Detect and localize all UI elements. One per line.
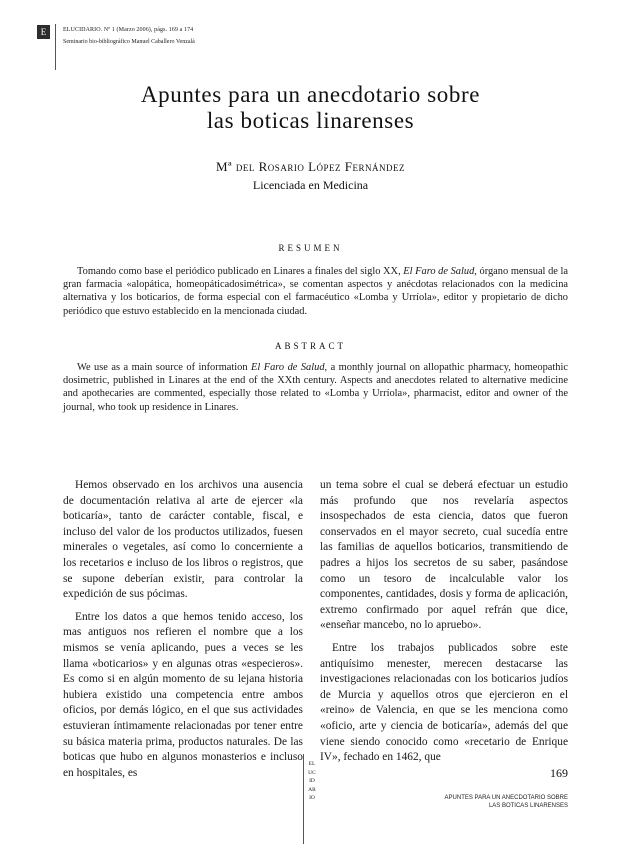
page-number: 169 bbox=[550, 766, 568, 780]
title-line-1: Apuntes para un anecdotario sobre bbox=[140, 82, 481, 107]
journal-vertical-label: ELUCIDARIO bbox=[308, 761, 316, 801]
title-line-2: las boticas linarenses bbox=[206, 108, 415, 133]
resumen-seg1: Tomando como base el periódico publicado en Linares a finales del siglo XX, bbox=[77, 266, 404, 277]
abstract-text bbox=[63, 361, 568, 414]
author-name: Mª del Rosario López Fernández bbox=[216, 159, 405, 174]
abstract-heading: ABSTRACT bbox=[274, 341, 346, 351]
header-subtitle: Seminario bio-bibliográfico Manuel Caballero Venzalá bbox=[63, 39, 195, 45]
paragraph: Entre los trabajos publicados sobre este antiquísimo menester, merecen destacarse las investigaciones relacionadas con los boticarios judíos de Murcia y aquellos otros que ejercieron en el «reino» de Valencia, en que se les menciona como «oficio, arte y ciencia de boticaría», además del que viene siendo conocido como «recetario de Enrique IV», fechado en 1462, que bbox=[320, 641, 568, 764]
abstract-seg3: , a monthly journal on allopathic pharmacy, homeopathic dosimetric, published in Linares at the end of the XXth century. Aspects and anecdotes related to alternative medicine and apothecaries are commented, especially those related to «Lomba y Urríola», pharmacist, editor and owner of the journal, who took up residence in Linares. bbox=[63, 362, 568, 413]
resumen-heading: RESUMEN bbox=[278, 243, 343, 253]
article-title bbox=[0, 82, 621, 134]
body-column-left bbox=[63, 478, 303, 781]
author-affiliation: Licenciada en Medicina bbox=[252, 178, 369, 192]
body-column-right bbox=[320, 478, 568, 766]
header-divider bbox=[55, 24, 56, 70]
resumen-journal-name: El Faro de Salud bbox=[403, 266, 475, 277]
abstract-journal-name: El Faro de Salud bbox=[251, 362, 325, 373]
journal-mark: E bbox=[37, 25, 50, 39]
resumen-text bbox=[63, 265, 568, 318]
running-title-line-2: LAS BOTICAS LINARENSES bbox=[488, 803, 568, 809]
paragraph: Entre los datos a que hemos tenido acceso, los mas antiguos nos refieren el nombre que a los mismos se venía aplicando, pues a veces se les llama «boticarios» y en algunas otras «especieros». Es como si en algún momento de su lejana historia hubiera existido una competencia entre ambos oficios, por demás lógico, en el que sus actividades estuvieran íntimamente relacionadas por tener entre su básica materia prima, productos naturales. De las boticas que hubo en algunos monasterios e incluso en hospitales, es bbox=[63, 610, 303, 779]
header-citation: ELUCIDARIO. Nº 1 (Marzo 2006), págs. 169 a 174 bbox=[63, 27, 194, 33]
footer-divider bbox=[303, 754, 304, 844]
paragraph: Hemos observado en los archivos una ausencia de documentación relativa al arte de ejercer «la boticaría», tanto de carácter contable, fiscal, e incluso del valor de los productos utilizados, fuesen minerales o vegetales, así como lo concerniente a los recetarios e incluso de los libros o registros, que se supone deberían existir, para controlar la expedición de sus pócimas. bbox=[63, 479, 303, 601]
resumen-seg3: , órgano mensual de la gran farmacia «alopática, homeopáticadosimétrica», se comentan aspectos y anécdotas relacionados con la medicina alternativa y los boticarios, de forma especial con el farmacéutico «Lomba y Urríola», editor y propietario de dicho periódico que estuvo establecido en la mencionada ciudad. bbox=[63, 266, 569, 317]
running-title bbox=[390, 794, 568, 810]
paragraph: un tema sobre el cual se deberá efectuar un estudio más profundo que nos revelaría aspectos insospechados de esta ciencia, datos que fueron conservados en el mayor secreto, cual sucedía entre las familias de aquellos boticarios, transmitiendo de padres a hijos los secretos de su saber, pasándose como un tesoro de incalculable valor los componentes, cantidades, dosis y forma de aplicación, extremo confirmado por aquel refrán que dice, «enseñar mancebo, no lo apruebo». bbox=[320, 479, 568, 632]
abstract-seg1: We use as a main source of information bbox=[77, 362, 252, 373]
running-title-line-1: APUNTES PARA UN ANECDOTARIO SOBRE bbox=[444, 795, 568, 801]
